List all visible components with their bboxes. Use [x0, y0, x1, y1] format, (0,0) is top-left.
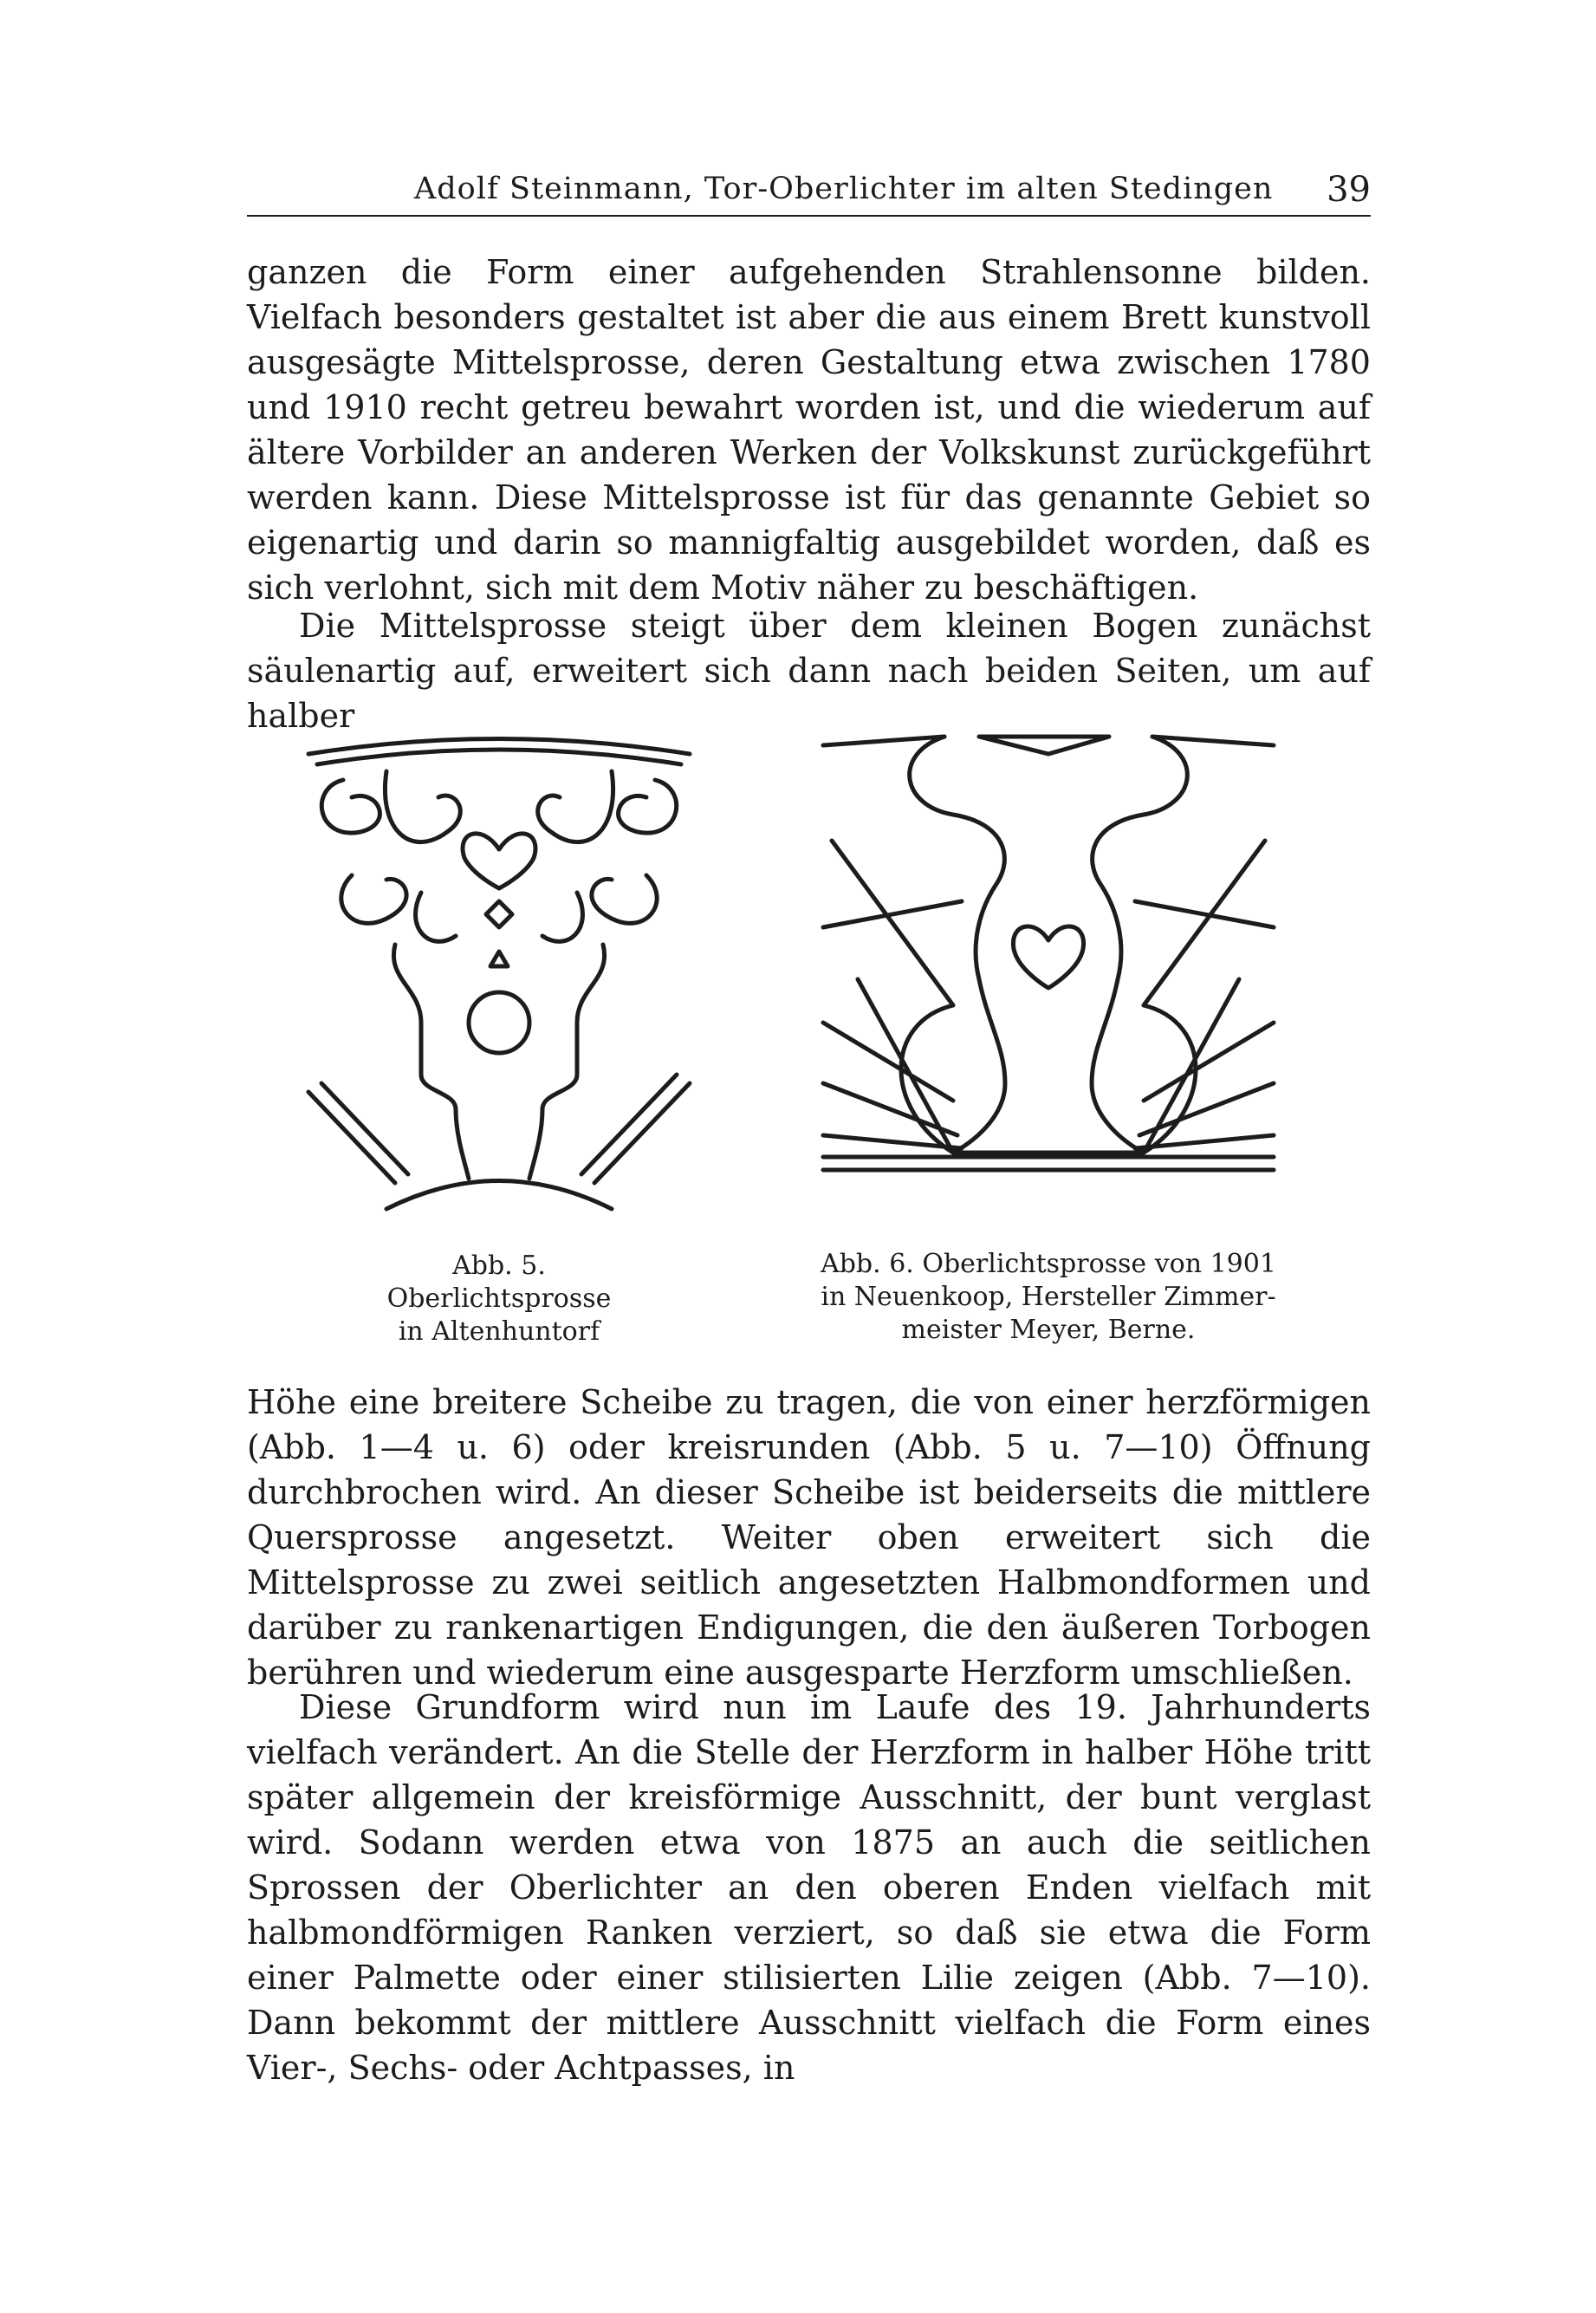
body-paragraph-3: Höhe eine breitere Scheibe zu tragen, die von einer herzförmigen (Abb. 1—4 u. 6) oder kreisrunden (Abb. 5 u. 7—10) Öffnung durchbrochen wird. An dieser Scheibe ist beiderseits die mittlere Quersprosse angesetzt. Weiter oben erweitert sich die Mittelsprosse zu zwei seitlich angesetzten Halbmondformen und darüber zu rankenartigen Endigungen, die den äußeren Torbogen berühren und wiederum eine ausgesparte Herzform umschließen.	[247, 1383, 1371, 1692]
figure-5-caption-line-1: Abb. 5.	[452, 1251, 546, 1281]
page-header	[247, 163, 1371, 217]
figure-5-drawing	[291, 728, 707, 1248]
body-paragraph-2: Die Mittelsprosse steigt über dem kleinen Bogen zunächst säulenartig auf, erweitert sich dann nach beiden Seiten, um auf halber	[247, 607, 1371, 735]
figure-6-caption-line-3: meister Meyer, Berne.	[901, 1315, 1196, 1345]
figure-6-caption-line-2: in Neuenkoop, Hersteller Zimmer-	[821, 1282, 1276, 1312]
figure-6-caption-line-1: Abb. 6. Oberlichtsprosse von 1901	[821, 1249, 1276, 1279]
figure-6-drawing	[806, 719, 1291, 1239]
body-paragraph-4: Diese Grundform wird nun im Laufe des 19. Jahrhunderts vielfach verändert. An die Stelle der Herzform in halber Höhe tritt später allgemein der kreisförmige Ausschnitt, der bunt verglast wird. Sodann werden etwa von 1875 an auch die seitlichen Sprossen der Oberlichter an den oberen Enden vielfach mit halbmondförmigen Ranken verziert, so daß sie etwa die Form einer Palmette oder einer stilisierten Lilie zeigen (Abb. 7—10). Dann bekommt der mittlere Ausschnitt vielfach die Form eines Vier-, Sechs- oder Achtpasses, in	[247, 1688, 1371, 2087]
figure-5-caption-line-2: Oberlichtsprosse	[386, 1283, 612, 1314]
figure-6-caption	[806, 1248, 1291, 1347]
figure-5	[291, 728, 707, 1352]
body-paragraph-1: ganzen die Form einer aufgehenden Strahlensonne bilden. Vielfach besonders gestaltet ist aber die aus einem Brett kunstvoll ausgesägte Mittelsprosse, deren Gestaltung etwa zwischen 1780 und 1910 recht getreu bewahrt worden ist, und die wiederum auf ältere Vorbilder an anderen Werken der Volkskunst zurückgeführt werden kann. Diese Mittelsprosse ist für das genannte Gebiet so eigenartig und darin so mannigfaltig ausgebildet worden, daß es sich verlohnt, sich mit dem Motiv näher zu beschäftigen.	[247, 253, 1371, 607]
figure-6	[806, 719, 1291, 1361]
running-head: Adolf Steinmann, Tor-Oberlichter im alten Stedingen	[414, 172, 1274, 206]
figure-5-caption	[291, 1250, 707, 1348]
figure-5-caption-line-3: in Altenhuntorf	[398, 1316, 600, 1347]
page-number: 39	[1327, 170, 1371, 210]
